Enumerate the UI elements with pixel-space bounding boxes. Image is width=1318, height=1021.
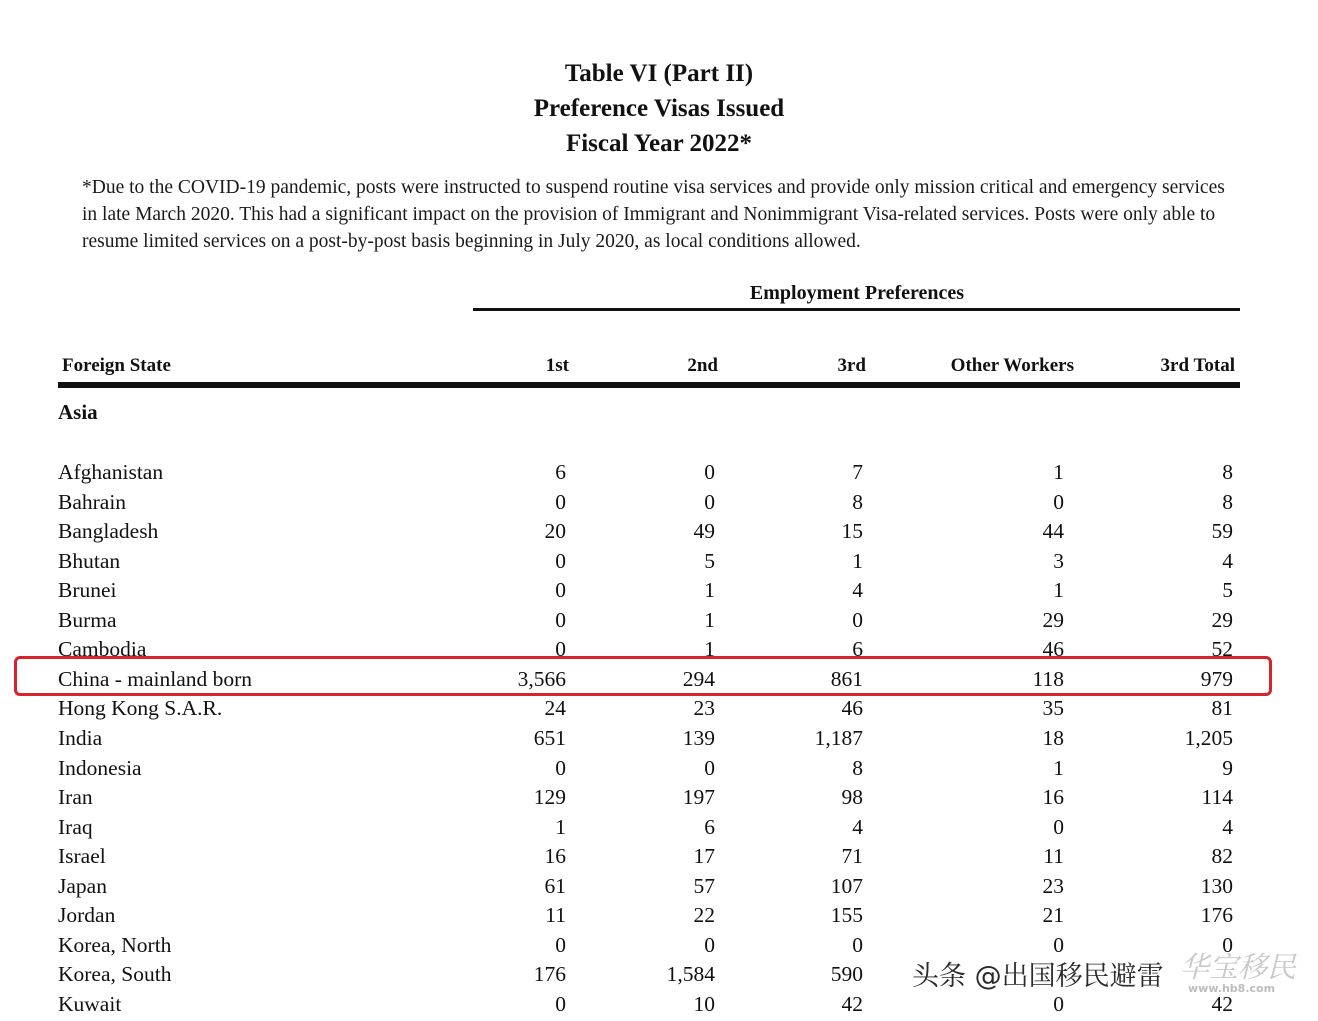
cell-value: 0 (1222, 932, 1233, 957)
cell-value: 1 (1053, 578, 1064, 603)
table-row (0, 992, 1318, 1021)
cell-value: 0 (704, 460, 715, 484)
cell-value: 42 (1211, 991, 1233, 1016)
table-row (0, 844, 1318, 873)
cell-value: 590 (830, 962, 863, 987)
col-header-2nd: 2nd (687, 355, 718, 376)
cell-foreign-state: Afghanistan (58, 460, 164, 484)
cell-value: 0 (555, 607, 566, 632)
table-row (0, 726, 1318, 755)
cell-value: 57 (693, 873, 715, 898)
cell-value: 1 (704, 637, 715, 662)
col-header-3rd-total: 3rd Total (1160, 355, 1235, 376)
cell-value: 81 (1211, 696, 1233, 721)
cell-value: 0 (704, 489, 715, 514)
table-row (0, 785, 1318, 814)
title-line-1: Table VI (Part II) (564, 60, 754, 87)
cell-value: 1 (852, 548, 863, 573)
cell-value: 294 (682, 666, 715, 691)
cell-foreign-state: Korea, South (58, 962, 172, 987)
col-header-foreign-state: Foreign State (62, 355, 171, 376)
cell-value: 651 (533, 725, 566, 750)
table-row (0, 608, 1318, 637)
cell-value: 0 (555, 548, 566, 573)
title-line-2: Preference Visas Issued (533, 95, 785, 122)
cell-value: 1 (1053, 460, 1064, 484)
cell-value: 4 (1222, 548, 1233, 573)
cell-value: 107 (830, 873, 863, 898)
highlight-box-china (14, 656, 1272, 696)
cell-foreign-state: Israel (58, 844, 106, 869)
col-header-1st: 1st (545, 355, 569, 376)
cell-value: 21 (1042, 903, 1064, 928)
cell-value: 0 (704, 755, 715, 780)
table-row (0, 696, 1318, 725)
cell-value: 176 (1200, 903, 1233, 928)
cell-value: 1 (704, 578, 715, 603)
cell-value: 0 (555, 991, 566, 1016)
cell-value: 16 (544, 844, 566, 869)
region-label-asia: Asia (58, 400, 98, 424)
cell-value: 46 (1042, 637, 1064, 662)
group-header-rule (473, 308, 1240, 311)
cell-value: 4 (852, 578, 863, 603)
cell-value: 1,584 (666, 962, 715, 987)
cell-value: 861 (830, 666, 863, 691)
cell-value: 8 (1222, 460, 1233, 484)
cell-foreign-state: Brunei (58, 578, 117, 603)
table-row (0, 874, 1318, 903)
cell-value: 1 (1053, 755, 1064, 780)
cell-value: 46 (841, 696, 863, 721)
cell-value: 0 (555, 578, 566, 603)
cell-value: 23 (1042, 873, 1064, 898)
cell-value: 61 (544, 873, 566, 898)
table-row (0, 519, 1318, 548)
cell-value: 197 (682, 785, 715, 810)
table-row (0, 903, 1318, 932)
covid-footnote: *Due to the COVID-19 pandemic, posts were instructed to suspend routine visa services and provide only mission critical and emergency services in late March 2020. This had a significant impact on the provision of Immigrant and Nonimmigrant Visa-related services. Posts were only able to resume limited services on a post-by-post basis beginning in July 2020, as local conditions allowed. (82, 177, 1225, 252)
col-header-other-workers: Other Workers (950, 355, 1074, 376)
cell-foreign-state: Bangladesh (58, 519, 159, 544)
cell-value: 49 (693, 519, 715, 544)
table-row (0, 490, 1318, 519)
cell-foreign-state: Bhutan (58, 548, 121, 573)
cell-value: 0 (555, 489, 566, 514)
cell-value: 0 (852, 932, 863, 957)
cell-value: 23 (693, 696, 715, 721)
cell-value: 130 (1200, 873, 1233, 898)
cell-value: 98 (841, 785, 863, 810)
cell-value: 0 (1053, 932, 1064, 957)
cell-value: 114 (1201, 785, 1233, 810)
cell-foreign-state: Japan (58, 873, 107, 898)
cell-value: 139 (682, 725, 715, 750)
cell-foreign-state: Indonesia (58, 755, 142, 780)
cell-value: 9 (1222, 755, 1233, 780)
cell-value: 4 (1222, 814, 1233, 839)
cell-value: 8 (852, 755, 863, 780)
cell-value: 118 (1032, 666, 1064, 691)
cell-value: 10 (693, 991, 715, 1016)
cell-value: 44 (1042, 519, 1064, 544)
watermark-toutiao: 头条 @出国移民避雷 (912, 961, 1164, 992)
cell-value: 20 (544, 519, 566, 544)
table-row (0, 756, 1318, 785)
cell-value: 5 (1222, 578, 1233, 603)
cell-foreign-state: Bahrain (58, 489, 127, 514)
cell-value: 1 (555, 814, 566, 839)
cell-value: 0 (555, 932, 566, 957)
cell-value: 155 (830, 903, 863, 928)
watermark-logo: 华宝移民 (1180, 950, 1297, 984)
col-header-3rd: 3rd (837, 355, 866, 376)
cell-value: 979 (1200, 666, 1233, 691)
cell-value: 5 (704, 548, 715, 573)
cell-value: 35 (1042, 696, 1064, 721)
cell-value: 29 (1211, 607, 1233, 632)
watermark-url: www.hb8.com (1188, 982, 1276, 995)
cell-foreign-state: Korea, North (58, 932, 172, 957)
cell-value: 42 (841, 991, 863, 1016)
cell-value: 82 (1211, 844, 1233, 869)
cell-value: 71 (841, 844, 863, 869)
cell-value: 0 (1053, 814, 1064, 839)
cell-value: 1,187 (814, 725, 863, 750)
cell-value: 0 (555, 637, 566, 662)
cell-value: 52 (1211, 637, 1233, 662)
header-rule (58, 382, 1240, 388)
cell-value: 17 (693, 844, 715, 869)
cell-value: 0 (1053, 991, 1064, 1016)
cell-foreign-state: Iran (58, 785, 93, 810)
cell-value: 0 (852, 607, 863, 632)
cell-value: 3 (1053, 548, 1064, 573)
cell-value: 24 (544, 696, 566, 721)
cell-foreign-state: Cambodia (58, 637, 147, 662)
cell-value: 59 (1211, 519, 1233, 544)
cell-value: 7 (852, 460, 863, 484)
cell-foreign-state: Kuwait (58, 991, 122, 1016)
table-row (0, 549, 1318, 578)
cell-value: 129 (533, 785, 566, 810)
employment-preferences-header: Employment Preferences (749, 282, 965, 304)
cell-foreign-state: India (58, 725, 103, 750)
cell-value: 22 (693, 903, 715, 928)
cell-value: 8 (852, 489, 863, 514)
cell-value: 11 (545, 903, 566, 928)
cell-value: 11 (1043, 844, 1064, 869)
cell-value: 176 (533, 962, 566, 987)
cell-value: 29 (1042, 607, 1064, 632)
cell-value: 1,205 (1184, 725, 1233, 750)
cell-foreign-state: Iraq (58, 814, 93, 839)
title-line-3: Fiscal Year 2022* (565, 130, 753, 157)
cell-value: 18 (1042, 725, 1064, 750)
cell-value: 6 (555, 460, 566, 484)
cell-foreign-state: Jordan (58, 903, 116, 928)
cell-value: 6 (704, 814, 715, 839)
cell-value: 3,566 (517, 666, 566, 691)
cell-value: 1 (704, 607, 715, 632)
cell-value: 15 (841, 519, 863, 544)
table-title (0, 56, 1318, 161)
cell-value: 0 (1053, 489, 1064, 514)
cell-value: 6 (852, 637, 863, 662)
table-row (0, 815, 1318, 844)
table-row (0, 578, 1318, 607)
cell-value: 0 (704, 932, 715, 957)
cell-foreign-state: Burma (58, 607, 117, 632)
table-row (0, 460, 1318, 489)
cell-foreign-state: Hong Kong S.A.R. (58, 696, 223, 721)
cell-value: 4 (852, 814, 863, 839)
cell-foreign-state: China - mainland born (58, 666, 253, 691)
cell-value: 16 (1042, 785, 1064, 810)
cell-value: 0 (555, 755, 566, 780)
cell-value: 8 (1222, 489, 1233, 514)
